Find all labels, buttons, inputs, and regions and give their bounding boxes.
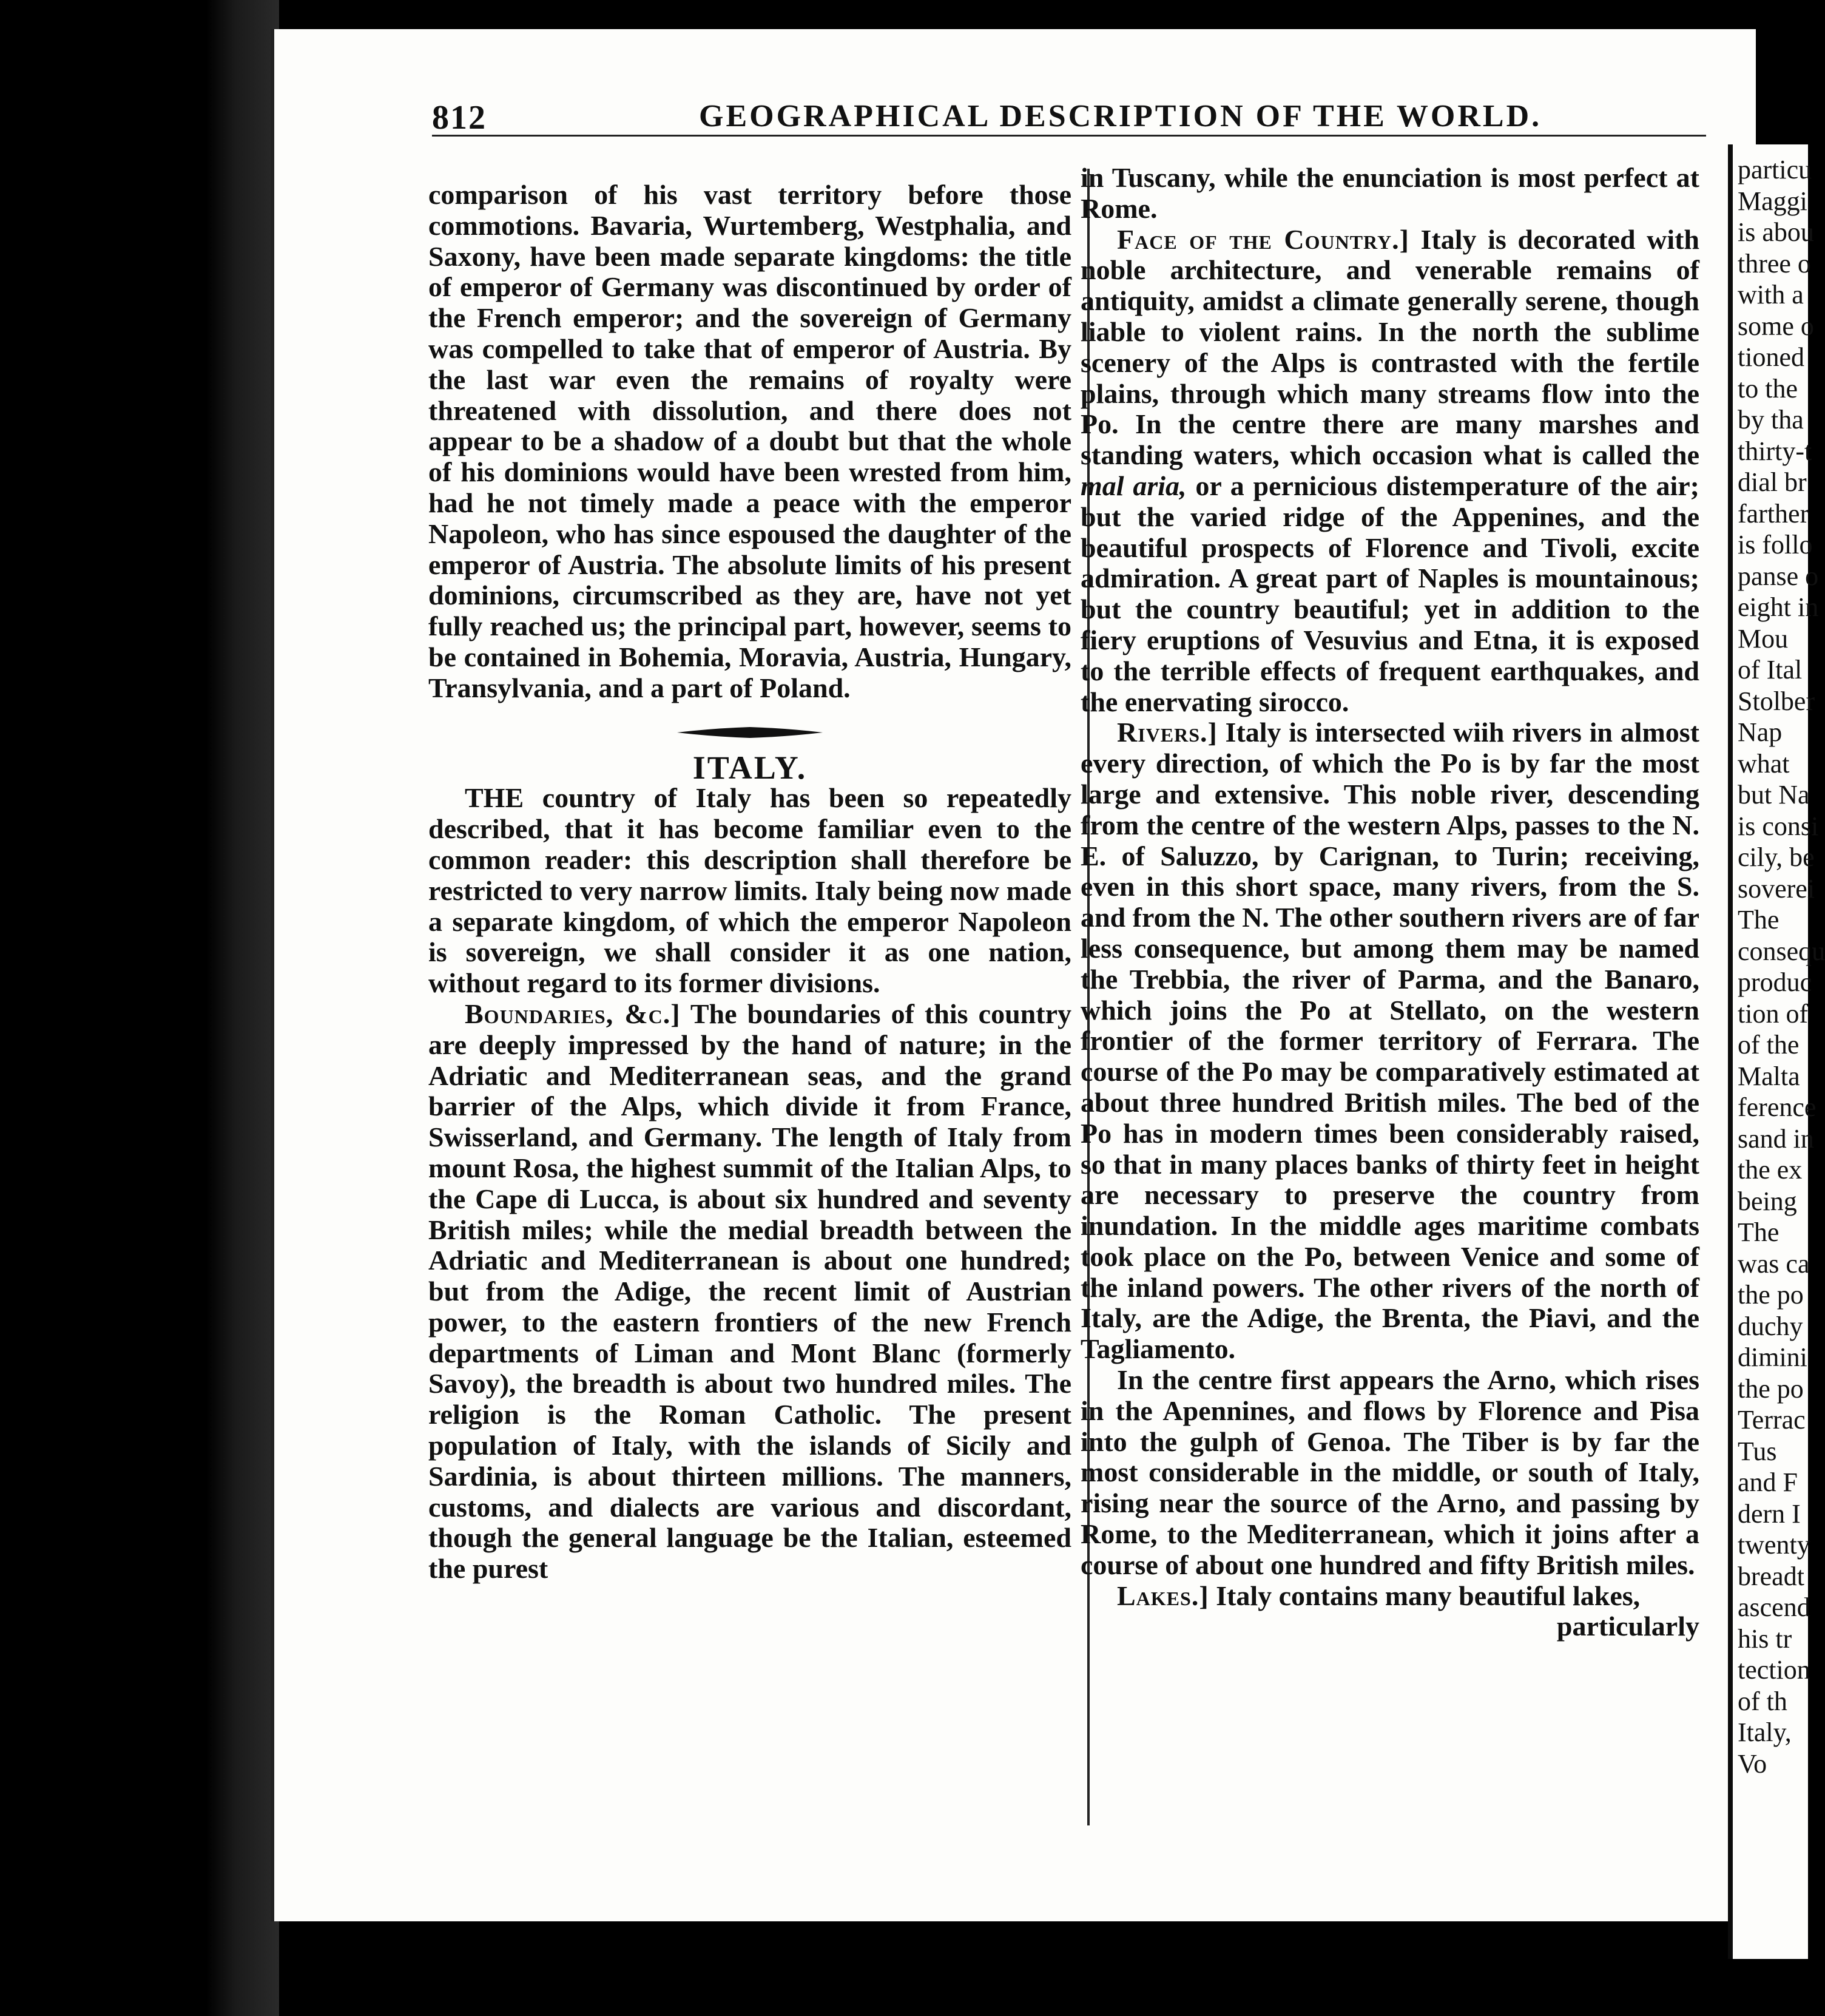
italy-intro-text: country of Italy has been so repeatedly described, that it has become familiar even to the common reader: this description shall therefore be restricted to very narrow limits. Italy being now made a separate kingdom, of which the emperor Napoleon is sovereign, we shall consider it as one nation, without regard to its former divisions.	[428, 782, 1071, 999]
next-page-text-fragment: but Na	[1738, 780, 1810, 810]
next-page-text-fragment: thirty-t	[1738, 436, 1812, 466]
next-page-text-fragment: tioned	[1738, 342, 1804, 372]
lakes-text: Italy contains many beautiful lakes,	[1209, 1580, 1641, 1611]
next-page-text-fragment: produc	[1738, 967, 1812, 997]
running-title: GEOGRAPHICAL DESCRIPTION OF THE WORLD.	[699, 99, 1542, 134]
next-page-text-fragment: soverei	[1738, 873, 1815, 904]
boundaries-paragraph	[428, 999, 1071, 1585]
next-page-text-fragment: farther	[1738, 498, 1809, 529]
face-text-part-1: Italy is decorated with noble architecture, and venerable remains of antiquity, amidst a climate generally serene, though liable to violent rains. In the north the sublime scenery of the Alps is contrasted with the fertile plains, through which many streams flow into the Po. In the centre there are many marshes and standing waters, which occasion what is called the	[1081, 223, 1699, 471]
next-page-text-fragment: of the	[1738, 1030, 1800, 1060]
face-of-country-heading: Face of the Country.]	[1117, 223, 1409, 255]
next-page-text-fragment: being	[1738, 1186, 1797, 1216]
boundaries-heading: Boundaries, &c.]	[465, 998, 681, 1029]
mal-aria-italic: mal aria,	[1081, 470, 1187, 501]
next-page-edge	[1728, 144, 1825, 1959]
next-page-text-fragment: to the	[1738, 373, 1798, 404]
running-head	[432, 98, 1706, 137]
next-page-text-fragment: panse o	[1738, 561, 1819, 591]
book-spine-shadow	[206, 0, 279, 2016]
arno-paragraph: In the centre first appears the Arno, which rises in the Apennines, and flows by Florence and Pisa into the gulph of Genoa. The Tiber is by far the most considerable in the middle, or south of Italy, rising near the source of the Arno, and passing by Rome, to the Mediterranean, which it joins after a course of about one hundred and fifty British miles.	[1081, 1364, 1699, 1580]
next-page-text-fragment: Vo	[1738, 1748, 1767, 1779]
next-page-text-fragment: Stolber	[1738, 686, 1815, 716]
next-page-text-fragment: consequ	[1738, 936, 1825, 966]
right-column	[1081, 163, 1699, 1642]
next-page-text-fragment: by tha	[1738, 405, 1804, 435]
section-title-italy: ITALY.	[692, 749, 808, 786]
italy-lead-word: THE	[465, 782, 524, 814]
rivers-text: Italy is intersected wiih rivers in almost every direction, of which the Po is by far the most large and extensive. This noble river, descending from the centre of the western Alps, passes to the N. E. of Saluzzo, by Carignan, to Turin; receiving, even in this short space, many rivers, from the S. and from the N. The other southern rivers are of far less consequence, but among them may be named the Trebbia, the river of Parma, and the Banaro, which joins the Po at Stellato, on the western frontier of the former territory of Ferrara. The course of the Po may be comparatively estimated at about three hundred British miles. The bed of the Po has in modern times been considerably raised, so that in many places banks of thirty feet in height are necessary to preserve the country from inundation. In the middle ages maritime combats took place on the Po, between Venice and some of the inland powers. The other rivers of the north of Italy, are the Adige, the Brenta, the Piavi, and the Tagliamento.	[1081, 717, 1699, 1365]
rivers-paragraph	[1081, 717, 1699, 1365]
next-page-text-fragment: of Ital	[1738, 655, 1803, 685]
next-page-text-fragment: Mou	[1738, 623, 1789, 654]
left-column	[428, 180, 1071, 1585]
catchword: particularly	[1556, 1611, 1699, 1642]
next-page-text-fragment: is follo	[1738, 530, 1813, 560]
next-page-text-fragment: is abou	[1738, 217, 1814, 247]
next-page-text-fragment: cily, be	[1738, 842, 1815, 872]
next-page-text-fragment: the po	[1738, 1280, 1804, 1310]
next-page-text-fragment: the po	[1738, 1373, 1804, 1404]
next-page-text-fragment: dimini	[1738, 1342, 1807, 1372]
next-page-text-fragment: dial br	[1738, 467, 1807, 497]
intro-paragraph: comparison of his vast territory before those commotions. Bavaria, Wurtemberg, Westphalia, and Saxony, have been made separate kingdoms: the title of emperor of Germany was discontinued by order of the French emperor; and the sovereign of Germany was compelled to take that of emperor of Austria. By the last war even the remains of royalty were threatened with dissolution, and there does not appear to be a shadow of a doubt but that the whole of his dominions would have been wrested from him, had he not timely made a peace with the emperor Napoleon, who has since espoused the daughter of the emperor of Austria. The absolute limits of his present dominions, circumscribed as they are, have not yet fully reached us; the principal part, however, seems to be contained in Bohemia, Moravia, Austria, Hungary, Transylvania, and a part of Poland.	[428, 179, 1071, 703]
next-page-text-fragment: three o	[1738, 248, 1811, 279]
next-page-text-fragment: Malta	[1738, 1061, 1800, 1091]
next-page-text-fragment: breadt	[1738, 1561, 1804, 1591]
next-page-text-fragment: dern I	[1738, 1498, 1801, 1529]
next-page-text-fragment: is consi	[1738, 811, 1819, 841]
continuation-paragraph: in Tuscany, while the enunciation is most perfect at Rome.	[1081, 162, 1699, 224]
next-page-text-fragment: Italy,	[1738, 1717, 1792, 1747]
next-page-text-fragment: Tus	[1738, 1436, 1777, 1466]
next-page-text-fragment: Nap	[1738, 717, 1783, 747]
section-divider-ornament	[677, 726, 823, 739]
next-page-text-fragment: with a	[1738, 280, 1804, 310]
next-page-text-fragment: what	[1738, 748, 1790, 779]
lakes-heading: Lakes.]	[1117, 1580, 1209, 1611]
next-page-text-fragment: eight in	[1738, 592, 1819, 622]
next-page-text-fragment: was ca	[1738, 1248, 1810, 1279]
lakes-paragraph	[1081, 1581, 1699, 1643]
next-page-text-fragment: ference	[1738, 1092, 1817, 1122]
face-of-country-paragraph	[1081, 225, 1699, 718]
next-page-text-fragment: of th	[1738, 1686, 1787, 1716]
next-page-text-fragment: tion of	[1738, 998, 1809, 1029]
next-page-text-fragment: some o	[1738, 311, 1814, 341]
next-page-text-fragment: tection	[1738, 1655, 1810, 1685]
next-page-text-fragment: Maggi	[1738, 186, 1807, 216]
next-page-text-fragment: The	[1738, 1217, 1779, 1247]
boundaries-text: The boundaries of this country are deeply impressed by the hand of nature; in the Adriatic and Mediterranean seas, and the grand barrier of the Alps, which divide it from France, Swisserland, and Germany. The length of Italy from mount Rosa, the highest summit of the Italian Alps, to the Cape di Lucca, is about six hundred and seventy British miles; while the medial breadth between the Adriatic and Mediterranean is about one hundred; but from the Adige, the recent limit of Austrian power, to the eastern frontiers of the new French departments of Liman and Mont Blanc (formerly Savoy), the breadth is about two hundred miles. The religion is the Roman Catholic. The present population of Italy, with the islands of Sicily and Sardinia, is about thirteen millions. The manners, customs, and dialects are various and discordant, though the general language be the Italian, esteemed the purest	[428, 998, 1071, 1585]
next-page-text-fragment: Terrac	[1738, 1405, 1806, 1435]
next-page-text-fragment: duchy	[1738, 1311, 1803, 1341]
next-page-text-fragment: particu	[1738, 155, 1812, 184]
book-page	[271, 29, 1756, 1921]
rivers-heading: Rivers.]	[1117, 717, 1218, 748]
page-number: 812	[432, 99, 487, 137]
face-text-part-2: or a pernicious distemperature of the air; but the varied ridge of the Appenines, and the beautiful prospects of Florence and Tivoli, excite admiration. A great part of Naples is mountainous; but the country beautiful; yet in addition to the fiery eruptions of Vesuvius and Etna, it is exposed to the terrible effects of frequent earthquakes, and the enervating sirocco.	[1081, 470, 1699, 717]
next-page-text-fragment: sand in	[1738, 1123, 1814, 1154]
next-page-text-fragment: The	[1738, 905, 1779, 935]
next-page-text-fragment: and F	[1738, 1467, 1798, 1497]
next-page-text-fragment: twenty	[1738, 1530, 1810, 1560]
next-page-text-fragment: his tr	[1738, 1623, 1792, 1654]
next-page-text-fragment: ascend	[1738, 1592, 1810, 1622]
italy-intro-paragraph	[428, 783, 1071, 999]
next-page-text-fragment: the ex	[1738, 1155, 1803, 1185]
